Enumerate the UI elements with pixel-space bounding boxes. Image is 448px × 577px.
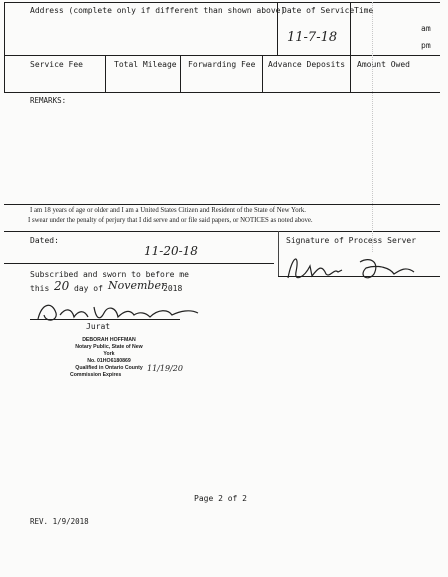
jurat-label: Jurat	[86, 322, 111, 331]
notary-signature	[34, 297, 204, 327]
notary-name: DEBORAH HOFFMAN	[82, 337, 136, 343]
total-mileage-header: Total Mileage	[114, 60, 177, 69]
fee-col-3-divider	[262, 55, 263, 92]
advance-deposits-header: Advance Deposits	[268, 60, 346, 69]
notary-stamp	[70, 337, 148, 379]
statement-bottom-rule	[4, 231, 440, 232]
top-table-left-border	[4, 2, 5, 56]
date-of-service-value: 11-7-18	[287, 30, 338, 45]
subscribed-line-1: Subscribed and sworn to before me	[30, 270, 189, 279]
page-number: Page 2 of 2	[194, 494, 247, 503]
signature-label: Signature of Process Server	[286, 236, 417, 245]
revision-label: REV. 1/9/2018	[30, 517, 89, 526]
notary-commission: Commission Expires	[70, 372, 122, 378]
service-fee-header: Service Fee	[30, 60, 83, 69]
signature-underline	[278, 276, 440, 277]
statement-line-2: I swear under the penalty of perjury that I did serve and or file said papers, or NOTICES as noted above.	[28, 217, 313, 224]
time-header: Time	[354, 6, 374, 15]
notary-qualified: Qualified in Ontario County	[75, 365, 143, 371]
amount-owed-header: Amount Owed	[357, 60, 410, 69]
fold-line	[372, 2, 373, 252]
date-of-service-header: Date of Service	[282, 6, 355, 15]
forwarding-fee-header: Forwarding Fee	[188, 60, 256, 69]
fee-col-1-divider	[105, 55, 106, 92]
top-border	[4, 2, 440, 3]
fee-table-bottom-border	[4, 92, 440, 93]
statement-line-1: I am 18 years of age or older and I am a United States Citizen and Resident of the State of New York.	[30, 207, 306, 214]
subscribed-year: 2018	[163, 284, 183, 293]
dated-label: Dated:	[30, 236, 59, 245]
notary-title: Notary Public, State of New York	[75, 344, 143, 357]
signature-divider	[278, 231, 279, 277]
subscribed-month-value: November	[108, 279, 167, 292]
dated-underline	[4, 263, 274, 264]
subscribed-day-of: day of	[74, 284, 103, 293]
subscribed-this: this	[30, 284, 50, 293]
notary-number: No. 01HO6180869	[87, 358, 131, 364]
dated-value: 11-20-18	[144, 244, 198, 258]
remarks-label: REMARKS:	[30, 96, 67, 105]
top-table-bottom-border	[4, 55, 440, 56]
pm-label: pm	[421, 41, 431, 50]
notary-signature-underline	[30, 319, 180, 320]
fee-table-left-border	[4, 55, 5, 92]
fee-col-2-divider	[180, 55, 181, 92]
process-server-signature	[282, 248, 422, 286]
am-label: am	[421, 24, 431, 33]
fee-col-4-divider	[350, 55, 351, 92]
subscribed-day-value: 20	[54, 279, 70, 293]
statement-top-rule	[4, 204, 440, 205]
notary-expires-value: 11/19/20	[147, 364, 183, 373]
address-header: Address (complete only if different than shown above)	[30, 6, 286, 15]
